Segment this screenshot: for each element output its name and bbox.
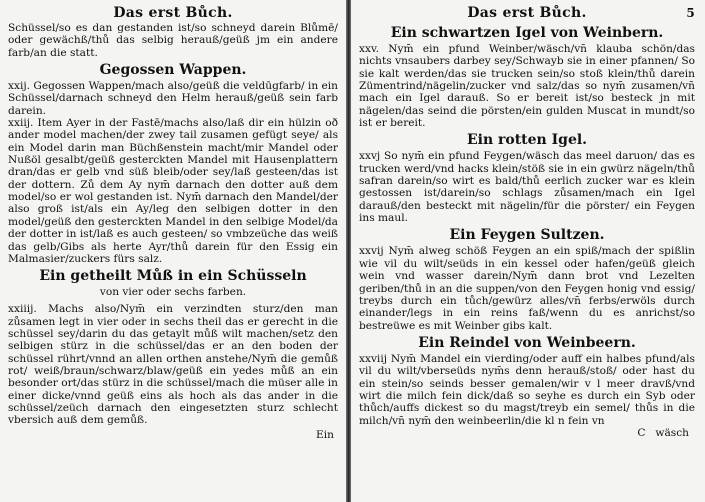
- section-title-schwartzen-igel: Ein schwartzen Igel von Weinbern.: [390, 25, 664, 41]
- right-page: [351, 0, 705, 502]
- recipe-paragraph-24: xxiiij. Machs also/Nym̄ ein verzindten sturz/den man zůsamen legt in vier oder in sechs theil das er gerecht in die schüssel sey/darin du das getaylt můß wilt machen/setz den selbigen stürz in die schüssel/das er an den boden der schüssel rührt/vnnd an allen orthen anstehe/Nym̄ die gemůß rot/ weiß/braun/schwarz/blaw/geüß ein yedes můß an ein besonder ort/das stürz in die schüssel/mach die müser alle in einer dicke/vnnd geüß eins als hoch als das ander in die schüssel/zeüch darnach den eingesetzten sturz schlecht vbersich auß dem gemůß.: [8, 303, 338, 427]
- recipe-paragraph-25: xxv. Nym̄ ein pfund Weinber/wäsch/vn̄ klauba schön/das nichts vnsaubers darbey sey/Schwayb sie in einer pfannen/ So sie kalt werden/das sie trucken sein/so stoß klein/thů darein Zümentrind/nägelin/zucker vnd salz/das so nym̄ zusamen/vn̄ mach ein Igel darauß. So er bereit ist/so besteck jn mit nägelen/das seind die pörsten/ein gulden Muscat in mundt/so ist er bereit.: [359, 43, 695, 130]
- section-title-gegossen-wappen: Gegossen Wappen.: [99, 62, 247, 79]
- recipe-paragraph-28: xxviij Nym̄ Mandel ein vierding/oder auff ein halbes pfund/als vil du wilt/vberseüds nym̄s denn herauß/stoß/ oder hast du ein stein/so seinds besser gemalen/wir v l meer dravß/vnd wirt die milch fein dick/daß so seyhe es durch ein Syb oder thůch/auffs dickest so du magst/treyb ein semel/ thůs in die milch/vn̄ nym̄ den weinbeerlin/die kl n fein vn: [359, 352, 695, 427]
- left-page: [0, 0, 348, 502]
- recipe-paragraph-22: xxij. Gegossen Wappen/mach also/geüß die veldūgfarb/ in ein Schüssel/darnach schneyd den Helm herauß/geüß sein farb darein.: [8, 80, 338, 117]
- page-number: 5: [686, 6, 695, 20]
- section-title-reindel-weinbeern: Ein Reindel von Weinbeern.: [418, 334, 636, 351]
- signature-catchword-row: [359, 427, 695, 439]
- running-head-left: Das erst Bůch.: [113, 5, 233, 21]
- catchword-right: wäsch: [655, 426, 689, 439]
- intro-paragraph: Schüssel/so es dan gestanden ist/so schneyd darein Blůmē/ oder gewächß/thů das selbig herauß/geüß jm ein andere farb/an die statt.: [8, 22, 338, 59]
- section-title-getheilt-muss: Ein getheilt Můß in ein Schüsseln: [39, 268, 307, 285]
- signature-mark: C: [637, 426, 646, 439]
- recipe-paragraph-27: xxvij Nym̄ alweg schöß Feygen an ein spiß/mach der spißlin wie vil du wilt/seüds in ein kessel oder hafen/geüß gleich wein vnd wasser darein/Nym̄ dann brot vnd Lezelten geriben/thů in an die suppen/von den Feygen honig vnd essig/ treybs durch ein tůch/gewürz alles/vn̄ ferbs/erwöls durch einander/legs in ein reins faß/wenn du es anrichst/so bestreüwe es mit Weinber gibs kalt.: [359, 245, 695, 332]
- section-title-feygen-sultzen: Ein Feygen Sultzen.: [449, 227, 605, 244]
- recipe-paragraph-23: xxiij. Item Ayer in der Fastē/machs also/laß dir ein hülzin oð ander model machen/der zwey tail zusamen gefügt seye/ als ein Model darin man Büchßenstein macht/mir Mandel oder Nußöl gesalbt/geüß gesterckten Mandel mit Hausenplattern dran/das er gelb vnd süß bleib/oder sey/laß gesteen/das ist der dottern. Zů dem Ay nym̄ darnach den dotter auß dem model/so er wol gestanden ist. Nym̄ darnach den Mandel/der also groß ist/als ein Ay/leg den selbigen dotter in den model/geüß den gesterckten Mandel in den selbige Model/da der dotter in ist/laß es auch gesteen/ so vmbzeüche das weiß das gelb/Gibs als herte Ayr/thů darein für den Essig ein Malmasier/zuckers fürs salz.: [8, 117, 338, 265]
- recipe-paragraph-26: xxvj So nym̄ ein pfund Feygen/wäsch das meel daruon/ das es trucken werd/vnd hacks klein/stöß sie in ein gwürz nägeln/thů safran darein/so wirt es bald/thů eerlich zucker war es klein gestossen ist/darein/so schlags zůsamen/mach ein Igel darauß/den besteckt mit nägelin/für die pörster/ ein Feygen ins maul.: [359, 150, 695, 225]
- running-head-right: [359, 4, 695, 22]
- section-title-rotten-igel: Ein rotten Igel.: [466, 132, 588, 149]
- section-subtitle-getheilt-muss: von vier oder sechs farben.: [99, 286, 247, 299]
- catchword-left: Ein: [316, 428, 334, 441]
- running-head-right-text: Das erst Bůch.: [467, 5, 587, 21]
